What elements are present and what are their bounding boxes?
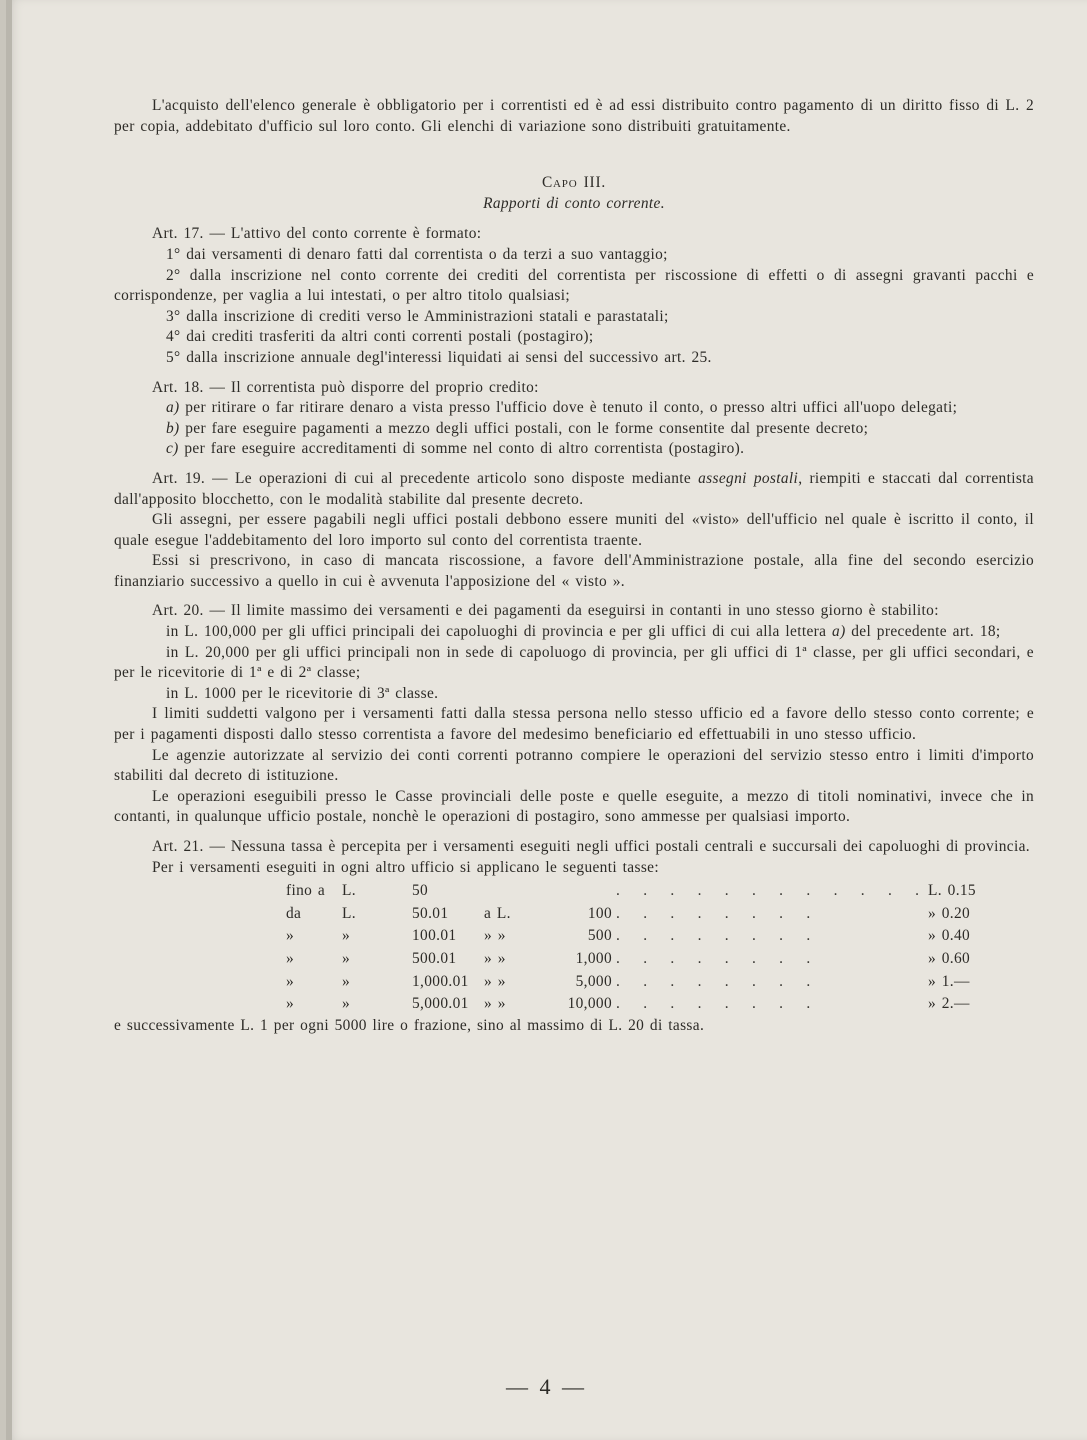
range-to-cell: » » — [484, 995, 506, 1013]
range-to-cell: » » — [484, 972, 506, 990]
leader-dots-cell: . . . . . . . . — [616, 949, 820, 967]
item-text: per fare eseguire pagamenti a mezzo degli uffici postali, con le forme consentite dal presente decreto; — [179, 419, 869, 437]
art20-limit: in L. 1000 per le ricevitorie di 3ª classe. — [166, 684, 439, 702]
text-run: in L. 100,000 per gli uffici principali dei capoluoghi di provincia e per gli uffici di cui alla lettera — [166, 623, 833, 641]
amount-to-cell: 1,000 — [575, 949, 612, 967]
table-row — [286, 903, 978, 926]
amount-from-cell: 1,000.01 — [412, 972, 469, 990]
amount-from-cell: 100.01 — [412, 927, 457, 945]
item-text: per fare eseguire accreditamenti di somme nel conto di altro correntista (postagiro). — [178, 440, 745, 458]
tax-amount-cell: » 1.— — [928, 972, 970, 990]
currency-from-cell: L. — [342, 882, 356, 900]
document-body — [114, 96, 1034, 1036]
emphasis-text: a) — [832, 623, 846, 641]
art17-item: 5° dalla inscrizione annuale degl'interessi liquidati ai sensi del successivo art. 25. — [166, 348, 712, 366]
range-prefix-cell: fino a — [286, 882, 326, 900]
art20-limit — [114, 622, 1034, 643]
range-to-cell: » » — [484, 927, 506, 945]
art19-paragraph: Gli assegni, per essere pagabili negli uffici postali debbono essere muniti del «visto» dell'ufficio nel quale è iscritto il conto, il quale esegue l'addebitamento del loro importo sul conto del correntista traente. — [114, 511, 1034, 549]
table-row — [286, 971, 978, 994]
amount-to-cell: 100 — [587, 904, 612, 922]
currency-from-cell: » — [342, 972, 351, 990]
range-to-cell: » » — [484, 949, 506, 967]
art20-lead: Art. 20. — Il limite massimo dei versamenti e dei pagamenti da eseguirsi in contanti in uno stesso giorno è stabilito: — [152, 602, 939, 620]
currency-from-cell: » — [342, 995, 351, 1013]
tax-table — [286, 880, 978, 1016]
leader-dots-cell: . . . . . . . . — [616, 995, 820, 1013]
chapter-subtitle: Rapporti di conto corrente. — [483, 194, 665, 212]
art20-limit: in L. 20,000 per gli uffici principali non in sede di capoluogo di provincia, per gli uffici di 1ª classe, per gli uffici secondari, e per le ricevitorie di 1ª e di 2ª classe; — [114, 643, 1034, 682]
art21-closing: e successivamente L. 1 per ogni 5000 lire o frazione, sino al massimo di L. 20 di tassa. — [114, 1016, 705, 1034]
range-prefix-cell: » — [286, 972, 295, 990]
tax-amount-cell: L. 0.15 — [928, 882, 976, 900]
binding-edge — [6, 0, 12, 1440]
art21-lead: Art. 21. — Nessuna tassa è percepita per i versamenti eseguiti negli uffici postali centrali e succursali dei capoluoghi di provincia. — [152, 838, 1030, 855]
range-prefix-cell: » — [286, 949, 295, 967]
art17-lead: Art. 17. — L'attivo del conto corrente è formato: — [152, 225, 482, 243]
item-letter: b) — [166, 419, 180, 437]
art21-paragraph: Per i versamenti eseguiti in ogni altro ufficio si applicano le seguenti tasse: — [152, 858, 659, 876]
art17-item: 4° dai crediti trasferiti da altri conti correnti postali (postagiro); — [166, 328, 594, 346]
item-letter: a) — [166, 399, 180, 417]
text-run: Art. 19. — Le operazioni di cui al precedente articolo sono disposte mediante — [152, 469, 699, 487]
art19-paragraph: Essi si prescrivono, in caso di mancata riscossione, a favore dell'Amministrazione postale, alla fine del secondo esercizio finanziario successivo a quello in cui è avvenuta l'apposizione del « visto ». — [114, 552, 1034, 590]
page-number: — 4 — — [506, 1374, 587, 1399]
table-row — [286, 993, 978, 1016]
chapter-title: Capo III. — [541, 174, 607, 192]
leader-dots-cell: . . . . . . . . — [616, 904, 820, 922]
item-text: per ritirare o far ritirare denaro a vista presso l'ufficio dove è tenuto il conto, o presso altri uffici all'uopo delegati; — [179, 399, 958, 417]
art18-item — [114, 419, 1034, 440]
leader-dots-cell: . . . . . . . . . . . . — [616, 882, 928, 900]
item-letter: c) — [166, 440, 179, 458]
range-prefix-cell: da — [286, 904, 302, 922]
art17-item: 2° dalla inscrizione nel conto corrente dei crediti del correntista per riscossione di effetti o di assegni gravanti pacchi e corrispondenze, per vaglia a lui intestati, o per altro titolo qualsiasi; — [114, 266, 1034, 305]
art18-lead: Art. 18. — Il correntista può disporre del proprio credito: — [152, 378, 539, 396]
amount-to-cell: 10,000 — [567, 995, 612, 1013]
range-to-cell — [484, 880, 546, 903]
art20-paragraph: Le agenzie autorizzate al servizio dei conti correnti potranno compiere le operazioni del servizio stesso entro i limiti d'importo stabiliti dal decreto di istituzione. — [114, 746, 1034, 785]
art18-item — [114, 439, 1034, 460]
amount-from-cell: 50 — [412, 882, 429, 900]
emphasis-text: assegni postali — [698, 469, 799, 487]
range-to-cell: a L. — [484, 904, 511, 922]
currency-from-cell: » — [342, 949, 351, 967]
table-row — [286, 880, 978, 903]
currency-from-cell: L. — [342, 904, 356, 922]
amount-from-cell: 500.01 — [412, 949, 457, 967]
table-row — [286, 925, 978, 948]
art19-paragraph — [114, 469, 1034, 510]
table-row — [286, 948, 978, 971]
text-run: , riempiti e staccati dal correntista dall'apposito blocchetto, con le modalità stabilite dal presente decreto. — [114, 469, 1034, 508]
leader-dots-cell: . . . . . . . . — [616, 972, 820, 990]
amount-from-cell: 5,000.01 — [412, 995, 469, 1013]
range-prefix-cell: » — [286, 995, 295, 1013]
art20-paragraph: I limiti suddetti valgono per i versamenti fatti dalla stessa persona nello stesso ufficio ed a favore dello stesso conto corrente; e per i pagamenti disposti dallo stesso correntista a favore del medesimo beneficiario ed effettuabili in uno stesso ufficio. — [114, 705, 1034, 744]
amount-to-cell: 500 — [587, 927, 612, 945]
tax-amount-cell: » 0.20 — [928, 904, 971, 922]
leader-dots-cell: . . . . . . . . — [616, 927, 820, 945]
amount-to-cell: 5,000 — [575, 972, 612, 990]
amount-from-cell: 50.01 — [412, 904, 449, 922]
tax-amount-cell: » 0.60 — [928, 949, 971, 967]
document-page — [6, 0, 1087, 1440]
art18-item — [114, 398, 1034, 419]
art17-item: 3° dalla inscrizione di crediti verso le Amministrazioni statali e parastatali; — [166, 307, 669, 325]
tax-amount-cell: » 0.40 — [928, 927, 971, 945]
art20-paragraph: Le operazioni eseguibili presso le Casse provinciali delle poste e quelle eseguite, a mezzo di titoli nominativi, invece che in contanti, in qualunque ufficio postale, nonchè le operazioni di postagiro, sono ammesse per qualsiasi importo. — [114, 787, 1034, 826]
range-prefix-cell: » — [286, 927, 295, 945]
tax-amount-cell: » 2.— — [928, 995, 970, 1013]
art17-item: 1° dai versamenti di denaro fatti dal correntista o da terzi a suo vantaggio; — [166, 245, 668, 263]
currency-from-cell: » — [342, 927, 351, 945]
amount-to-cell — [546, 880, 616, 903]
intro-paragraph: L'acquisto dell'elenco generale è obbligatorio per i correntisti ed è ad essi distribuito contro pagamento di un diritto fisso di L. 2 per copia, addebitato d'ufficio sul loro conto. Gli elenchi di variazione sono distribuiti gratuitamente. — [114, 97, 1034, 135]
text-run: del precedente art. 18; — [845, 623, 1001, 641]
